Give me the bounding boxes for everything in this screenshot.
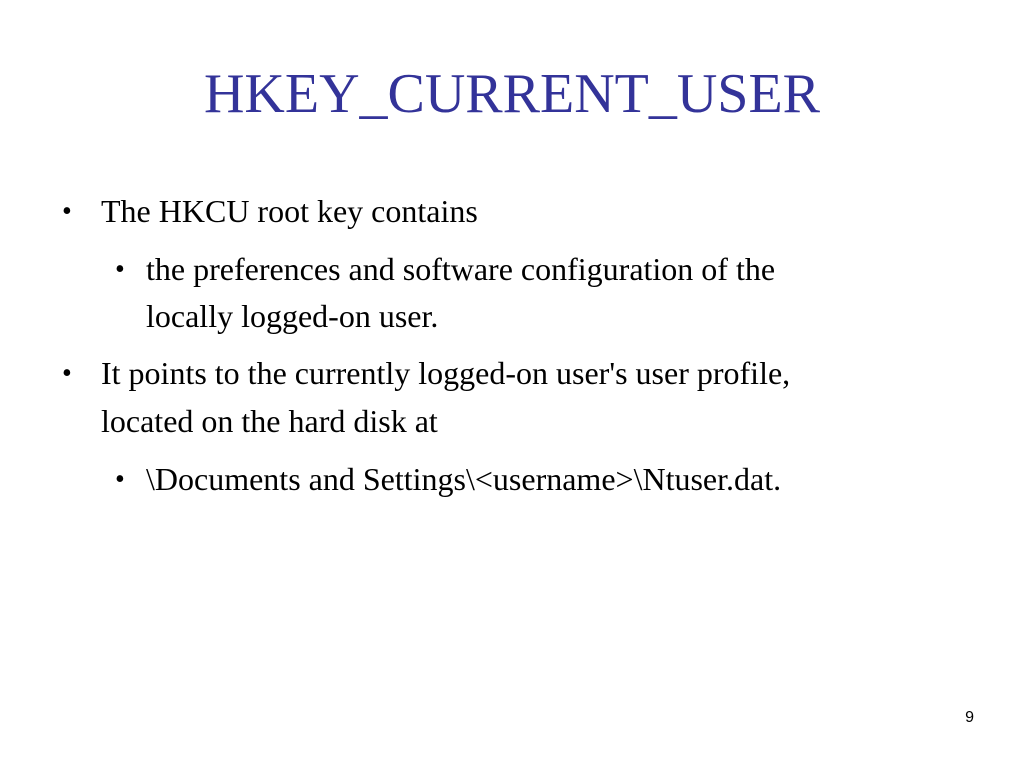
- slide-title: HKEY_CURRENT_USER: [203, 63, 821, 125]
- sub-bullet-text: the preferences and software configuration of the: [146, 251, 776, 287]
- bullet-icon: •: [115, 464, 125, 495]
- bullet-text: The HKCU root key contains: [101, 193, 478, 229]
- bullet-icon: •: [115, 254, 125, 285]
- bullet-icon: •: [62, 358, 72, 389]
- page-number: 9: [965, 709, 974, 726]
- sub-bullet-text: locally logged-on user.: [146, 298, 439, 334]
- bullet-text: located on the hard disk at: [101, 403, 438, 439]
- sub-bullet-text: \Documents and Settings\<username>\Ntuser.dat.: [146, 461, 782, 497]
- bullet-icon: •: [62, 196, 72, 227]
- bullet-text: It points to the currently logged-on user's user profile,: [101, 355, 791, 391]
